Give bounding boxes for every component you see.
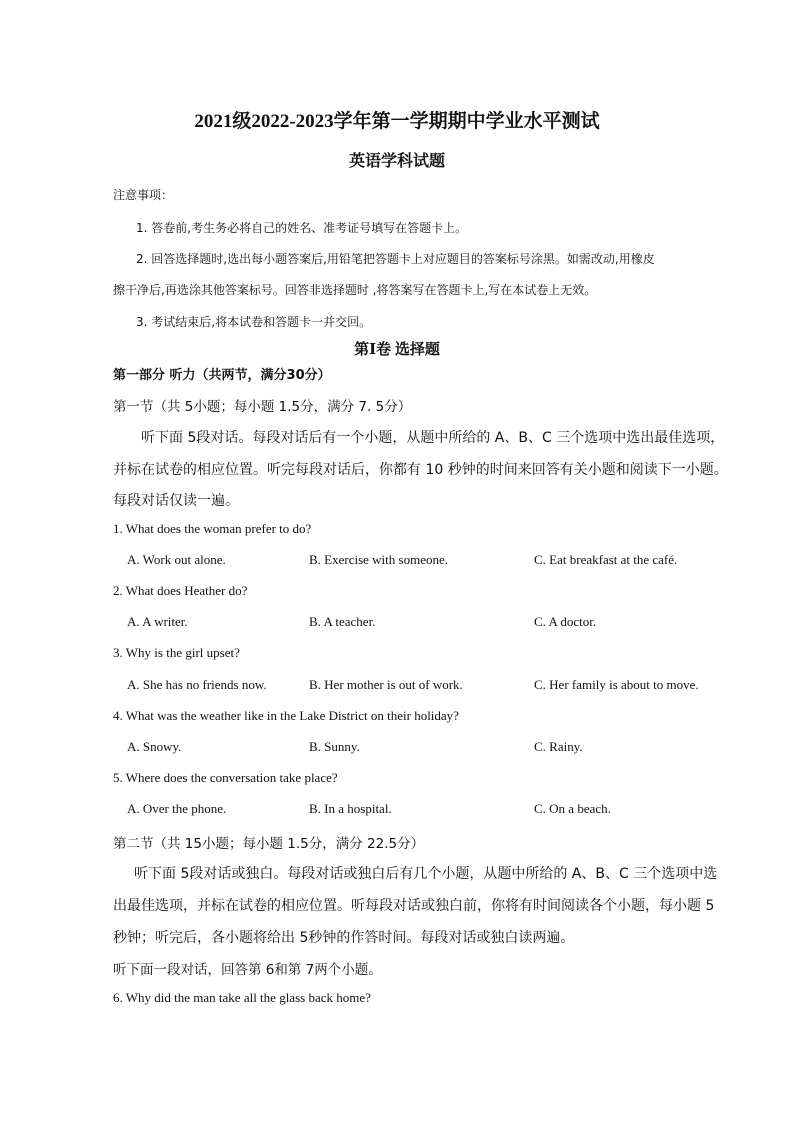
subject-title: 英语学科试题 [348,153,445,170]
option-c: C. On a beach. [534,801,611,816]
exam-title: 2021级2022-2023学年第一学期期中学业水平测试 [194,111,600,132]
question-stem: 2. What does Heather do? [113,583,248,598]
option-a: A. A writer. [127,614,188,629]
question-stem: 1. What does the woman prefer to do? [113,521,312,536]
option-b: B. Her mother is out of work. [309,677,463,692]
option-c: C. Rainy. [534,739,583,754]
option-b: B. Sunny. [309,739,360,754]
section-1-instruction-line-2: 并标在试卷的相应位置。听完每段对话后，你都有 10 秒钟的时间来回答有关小题和阅读下一小题。 [113,462,728,478]
option-c: C. Her family is about to move. [534,677,699,692]
note-item-2-line-2: 擦干净后,再选涂其他答案标号。回答非选择题时 ,将答案写在答题卡上,写在本试卷上无效。 [113,283,597,297]
section-1-instruction-line-3: 每段对话仅读一遍。 [113,493,239,509]
question-stem: 4. What was the weather like in the Lake District on their holiday? [113,708,459,723]
section-2-instruction-line-3: 秒钟；听完后，各小题将给出 5秒钟的作答时间。每段对话或独白读两遍。 [113,930,575,946]
question-stem: 3. Why is the girl upset? [113,645,240,660]
option-b: B. In a hospital. [309,801,392,816]
section-1-instruction-line-1: 听下面 5段对话。每段对话后有一个小题，从题中所给的 A、B、C 三个选项中选出最佳选项， [141,430,725,446]
note-item-1: 1. 答卷前,考生务必将自己的姓名、准考证号填写在答题卡上。 [136,221,468,235]
option-a: A. Work out alone. [127,552,226,567]
option-a: A. Snowy. [127,739,182,754]
section-2-instruction-line-1: 听下面 5段对话或独白。每段对话或独白后有几个小题，从题中所给的 A、B、C 三个选项中选 [134,866,718,882]
option-c: C. A doctor. [534,614,597,629]
option-c: C. Eat breakfast at the café. [534,552,678,567]
option-b: B. A teacher. [309,614,376,629]
notes-heading: 注意事项： [113,188,174,202]
option-a: A. Over the phone. [127,801,227,816]
part-heading: 第一部分 听力（共两节，满分30分） [113,368,331,383]
question-stem: 6. Why did the man take all the glass back home? [113,990,371,1005]
section-2-instruction-line-2: 出最佳选项，并标在试卷的相应位置。听每段对话或独白前，你将有时间阅读各个小题，每小题 5 [113,898,715,914]
group-instruction: 听下面一段对话，回答第 6和第 7两个小题。 [113,962,382,978]
note-item-3: 3. 考试结束后,将本试卷和答题卡一并交回。 [136,315,372,329]
option-b: B. Exercise with someone. [309,552,448,567]
option-a: A. She has no friends now. [127,677,267,692]
volume-title: 第Ⅰ卷 选择题 [354,342,440,358]
section-2-heading: 第二节（共 15小题；每小题 1.5分，满分 22.5分） [113,836,425,852]
note-item-2-line-1: 2. 回答选择题时,选出每小题答案后,用铅笔把答题卡上对应题目的答案标号涂黑。如需改动,用橡皮 [136,252,655,266]
question-stem: 5. Where does the conversation take place? [113,770,338,785]
section-1-heading: 第一节（共 5小题；每小题 1.5分，满分 7. 5分） [113,399,412,415]
